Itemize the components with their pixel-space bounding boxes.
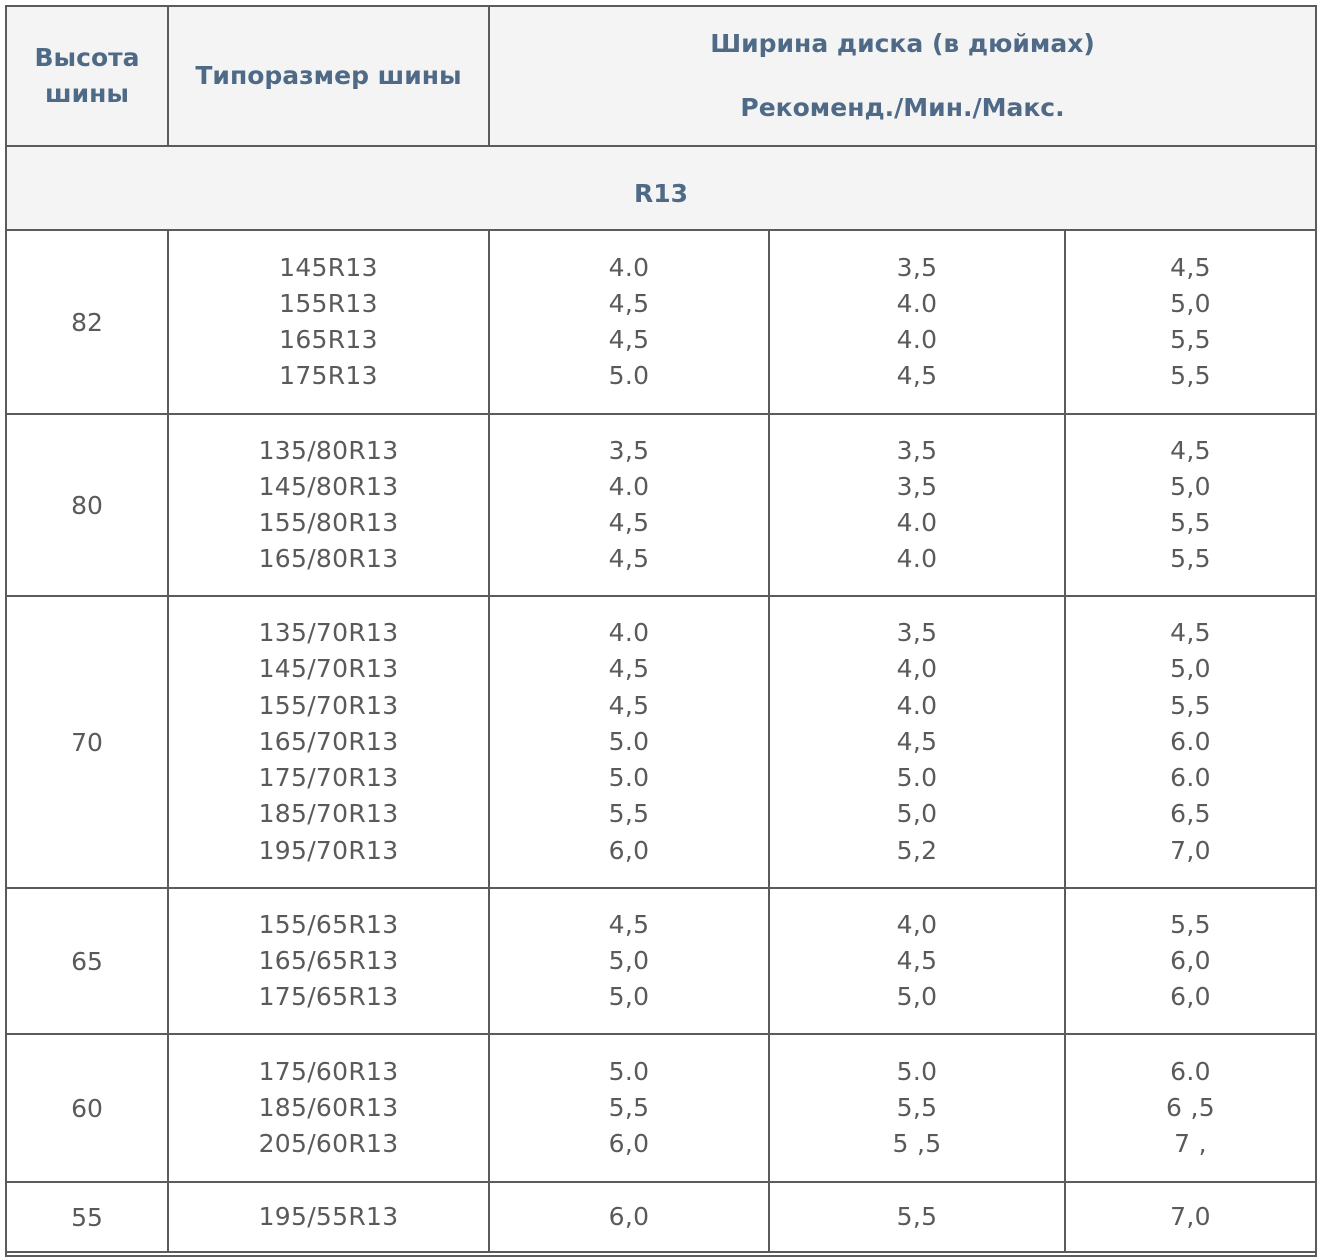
rim-width-min-value: 3,5	[896, 252, 938, 282]
tire-size-value: 175/60R13	[258, 1056, 399, 1086]
rim-width-min-value: 3,5	[896, 471, 938, 501]
header-size-label: Типоразмер шины	[195, 61, 462, 90]
group-max-cell	[1065, 888, 1316, 1034]
rim-width-rec-value: 4,5	[608, 288, 650, 318]
tire-size-value: 175/65R13	[258, 982, 399, 1012]
group-max-cell	[1065, 596, 1316, 888]
rim-width-rec-value: 4,5	[608, 654, 650, 684]
rim-width-max-value: 6,0	[1170, 945, 1211, 975]
rim-width-max-value: 5,5	[1170, 508, 1211, 537]
group-rec-cell	[489, 1182, 769, 1252]
group-rec-cell	[489, 888, 769, 1034]
rim-width-rec-value: 6,0	[608, 835, 650, 865]
group-max-cell	[1065, 230, 1316, 414]
tire-size-value: 155/80R13	[258, 508, 399, 537]
tire-size-value: 165R13	[279, 325, 378, 354]
group-height-cell: 82	[6, 230, 168, 414]
rim-width-rec-value: 5.0	[608, 361, 650, 391]
rim-width-max-value: 5,0	[1170, 654, 1211, 684]
rim-width-min-value: 4.0	[896, 690, 938, 720]
rim-width-max-value: 5,5	[1170, 325, 1211, 354]
rim-width-min-value: 5,5	[896, 1092, 938, 1122]
tire-size-value: 185/70R13	[258, 799, 399, 829]
rim-width-min-value: 3,5	[896, 435, 938, 465]
rim-width-max-value: 6 ,5	[1166, 1092, 1215, 1122]
rim-width-min-value: 4,5	[896, 726, 938, 756]
rim-width-max-value: 7 ,	[1174, 1129, 1207, 1159]
group-sizes-cell	[168, 596, 489, 888]
rim-width-min-value: 4.0	[896, 544, 938, 574]
rim-width-max-value: 7,0	[1170, 835, 1211, 865]
group-row	[6, 1034, 1316, 1182]
group-rec-cell	[489, 1034, 769, 1182]
tire-size-value: 145/70R13	[258, 654, 399, 684]
tire-size-value: 205/60R13	[258, 1129, 399, 1159]
rim-width-max-value: 6,0	[1170, 982, 1211, 1012]
tire-size-value: 165/65R13	[258, 945, 399, 975]
table-bottom-edge-cell	[6, 1252, 1316, 1256]
group-height-cell: 80	[6, 414, 168, 596]
rim-width-rec-value: 5,5	[608, 799, 650, 829]
group-sizes-cell	[168, 414, 489, 596]
tire-size-value: 175R13	[279, 361, 378, 391]
group-sizes-cell	[168, 1182, 489, 1252]
tire-size-value: 145R13	[279, 252, 378, 282]
group-rec-cell	[489, 414, 769, 596]
rim-width-max-value: 5,5	[1170, 909, 1211, 939]
table-bottom-edge	[6, 1252, 1316, 1256]
tire-size-value: 155R13	[279, 288, 378, 318]
group-row	[6, 230, 1316, 414]
group-height-cell: 60	[6, 1034, 168, 1182]
group-sizes-cell	[168, 230, 489, 414]
header-height-label-line1: Высота	[34, 43, 140, 72]
group-min-cell	[769, 1034, 1065, 1182]
group-row	[6, 1182, 1316, 1252]
tire-size-value: 155/70R13	[258, 690, 399, 720]
rim-width-max-value: 6.0	[1170, 1056, 1211, 1086]
rim-width-max-value: 7,0	[1170, 1201, 1211, 1231]
rim-width-min-value: 4,0	[896, 654, 938, 684]
tire-size-value: 185/60R13	[258, 1092, 399, 1122]
tire-size-value: 165/80R13	[258, 544, 399, 574]
rim-width-min-value: 4,0	[896, 909, 938, 939]
header-size-cell	[168, 6, 489, 146]
rim-width-rec-value: 4.0	[608, 252, 650, 282]
tire-rim-width-table	[5, 5, 1317, 1257]
rim-width-max-value: 5,0	[1170, 471, 1211, 501]
group-height-cell: 55	[6, 1182, 168, 1252]
section-label: R13	[6, 146, 1316, 230]
rim-width-max-value: 6.0	[1170, 726, 1211, 756]
rim-width-max-value: 4,5	[1170, 252, 1211, 282]
group-max-cell	[1065, 414, 1316, 596]
tire-size-value: 195/55R13	[258, 1201, 399, 1231]
header-row	[6, 6, 1316, 146]
rim-width-max-value: 5,5	[1170, 361, 1211, 391]
rim-width-min-value: 5,0	[896, 799, 938, 829]
rim-width-min-value: 5 ,5	[892, 1129, 942, 1159]
tire-size-value: 135/80R13	[258, 435, 399, 465]
rim-width-min-value: 5.0	[896, 763, 938, 793]
group-row	[6, 596, 1316, 888]
group-min-cell	[769, 414, 1065, 596]
rim-width-max-value: 5,0	[1170, 288, 1211, 318]
rim-width-min-value: 5,5	[896, 1201, 938, 1231]
tire-size-value: 145/80R13	[258, 471, 399, 501]
rim-width-max-value: 6.0	[1170, 763, 1211, 793]
header-height-label-line2: шины	[45, 79, 129, 108]
rim-width-max-value: 5,5	[1170, 544, 1211, 574]
group-max-cell	[1065, 1034, 1316, 1182]
rim-width-rec-value: 4,5	[608, 690, 650, 720]
header-width-cell	[489, 6, 1316, 146]
group-max-cell	[1065, 1182, 1316, 1252]
group-rec-cell	[489, 230, 769, 414]
group-row	[6, 888, 1316, 1034]
group-height-cell: 70	[6, 596, 168, 888]
rim-width-min-value: 4.0	[896, 508, 938, 537]
rim-width-rec-value: 5,0	[608, 982, 650, 1012]
tire-size-value: 135/70R13	[258, 618, 399, 648]
group-min-cell	[769, 230, 1065, 414]
rim-width-rec-value: 4,5	[608, 508, 650, 537]
rim-width-rec-value: 5.0	[608, 726, 650, 756]
group-min-cell	[769, 1182, 1065, 1252]
section-row	[6, 146, 1316, 230]
rim-width-rec-value: 4.0	[608, 618, 650, 648]
rim-width-rec-value: 4.0	[608, 471, 650, 501]
group-min-cell	[769, 888, 1065, 1034]
tire-size-value: 165/70R13	[258, 726, 399, 756]
rim-width-rec-value: 6,0	[608, 1129, 650, 1159]
header-height-cell	[6, 6, 168, 146]
rim-width-max-value: 6,5	[1170, 799, 1211, 829]
rim-width-rec-value: 4,5	[608, 325, 650, 354]
tire-size-value: 195/70R13	[258, 835, 399, 865]
group-rec-cell	[489, 596, 769, 888]
rim-width-min-value: 4.0	[896, 325, 938, 354]
rim-width-rec-value: 5.0	[608, 763, 650, 793]
header-width-label-line1: Ширина диска (в дюймах)	[710, 29, 1095, 58]
header-width-label-line2: Рекоменд./Мин./Макс.	[740, 93, 1065, 122]
rim-width-rec-value: 4,5	[608, 909, 650, 939]
rim-width-rec-value: 3,5	[608, 435, 650, 465]
tire-size-value: 175/70R13	[258, 763, 399, 793]
rim-width-max-value: 4,5	[1170, 618, 1211, 648]
tire-size-value: 155/65R13	[258, 909, 399, 939]
rim-width-rec-value: 4,5	[608, 544, 650, 574]
group-row	[6, 414, 1316, 596]
rim-width-min-value: 5.0	[896, 1056, 938, 1086]
rim-width-rec-value: 5,5	[608, 1092, 650, 1122]
rim-width-min-value: 3,5	[896, 618, 938, 648]
rim-width-min-value: 4,5	[896, 945, 938, 975]
rim-width-min-value: 4,5	[896, 361, 938, 391]
rim-width-rec-value: 5.0	[608, 1056, 650, 1086]
rim-width-min-value: 5,2	[896, 835, 938, 865]
group-min-cell	[769, 596, 1065, 888]
group-sizes-cell	[168, 1034, 489, 1182]
rim-width-min-value: 5,0	[896, 982, 938, 1012]
group-height-cell: 65	[6, 888, 168, 1034]
group-sizes-cell	[168, 888, 489, 1034]
rim-width-rec-value: 6,0	[608, 1201, 650, 1231]
rim-width-max-value: 5,5	[1170, 690, 1211, 720]
rim-width-max-value: 4,5	[1170, 435, 1211, 465]
rim-width-min-value: 4.0	[896, 288, 938, 318]
rim-width-rec-value: 5,0	[608, 945, 650, 975]
